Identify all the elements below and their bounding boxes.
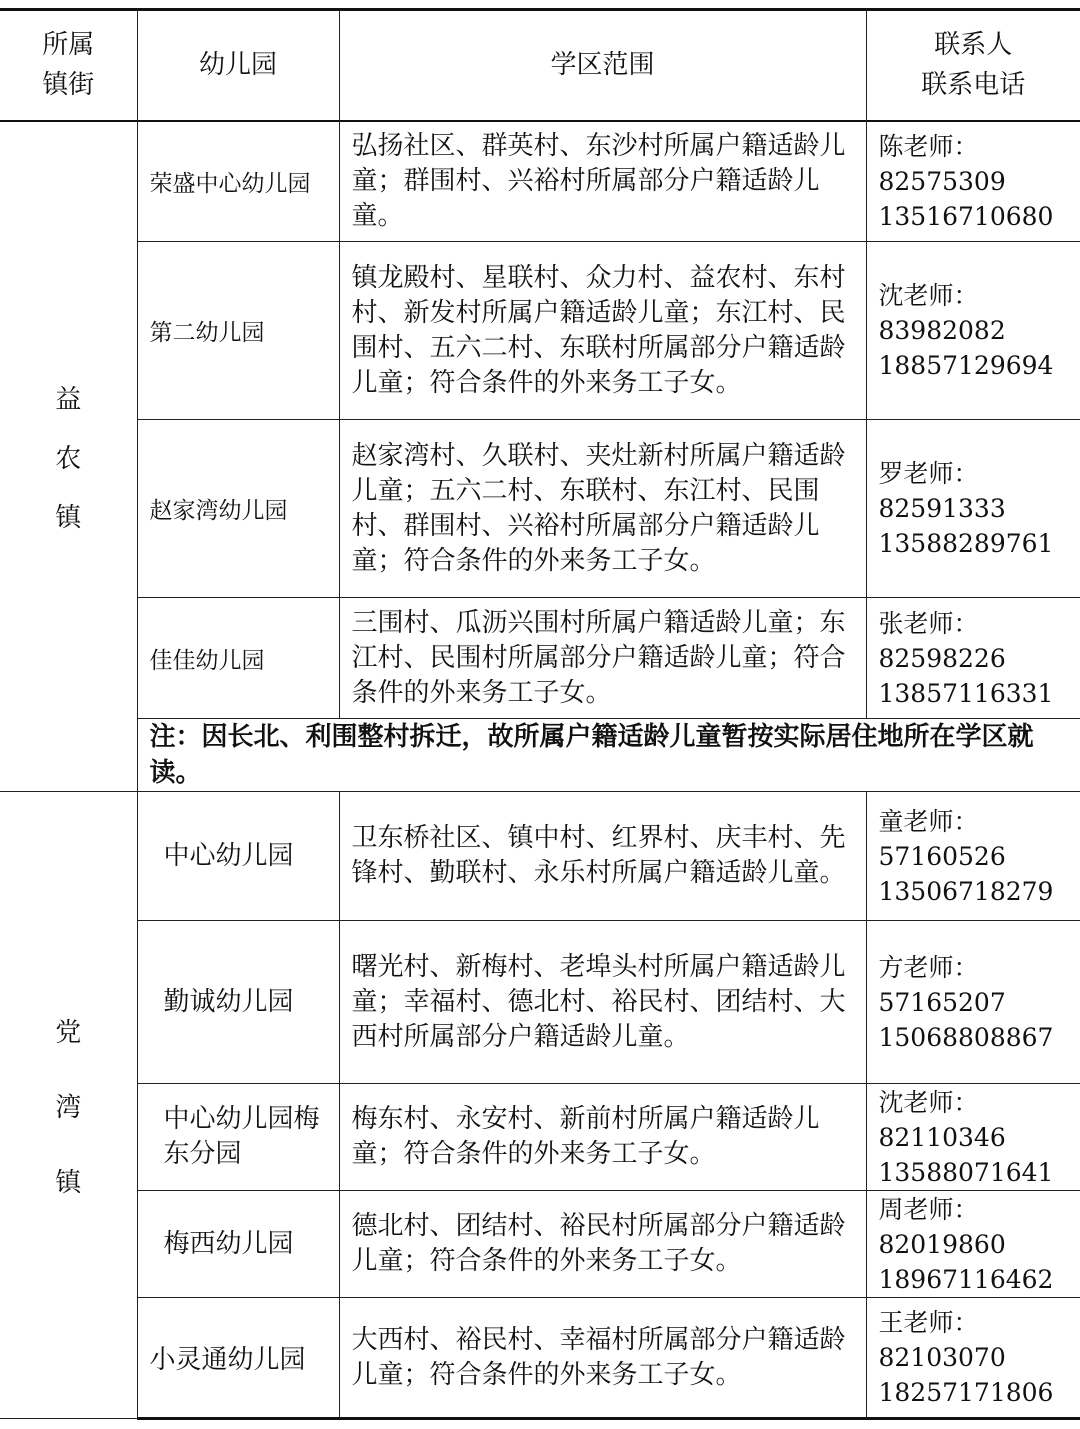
town-yinong: 益 农 镇 — [0, 121, 137, 792]
relocation-note: 注：因长北、利围整村拆迁，故所属户籍适龄儿童暂按实际居住地所在学区就读。 — [137, 719, 1080, 792]
district-scope: 梅东村、永安村、新前村所属户籍适龄儿童；符合条件的外来务工子女。 — [339, 1084, 866, 1191]
kindergarten-name: 荣盛中心幼儿园 — [137, 121, 339, 242]
district-scope: 镇龙殿村、星联村、众力村、益农村、东村村、新发村所属户籍适龄儿童；东江村、民围村、五六二村、东联村所属部分户籍适龄儿童；符合条件的外来务工子女。 — [339, 242, 866, 420]
header-kindergarten: 幼儿园 — [137, 10, 339, 121]
header-row — [0, 10, 1080, 121]
table-row — [0, 598, 1080, 719]
table-row — [0, 121, 1080, 242]
district-scope: 曙光村、新梅村、老埠头村所属户籍适龄儿童；幸福村、德北村、裕民村、团结村、大西村所属部分户籍适龄儿童。 — [339, 921, 866, 1084]
note-row — [0, 719, 1080, 792]
district-scope: 大西村、裕民村、幸福村所属部分户籍适龄儿童；符合条件的外来务工子女。 — [339, 1298, 866, 1419]
contact-info: 罗老师： 82591333 13588289761 — [866, 420, 1080, 598]
kindergarten-name: 第二幼儿园 — [137, 242, 339, 420]
contact-info: 张老师： 82598226 13857116331 — [866, 598, 1080, 719]
kindergarten-name: 佳佳幼儿园 — [137, 598, 339, 719]
table-row — [0, 242, 1080, 420]
header-contact: 联系人 联系电话 — [866, 10, 1080, 121]
district-scope: 弘扬社区、群英村、东沙村所属户籍适龄儿童；群围村、兴裕村所属部分户籍适龄儿童。 — [339, 121, 866, 242]
kindergarten-district-table — [0, 8, 1080, 1420]
contact-info: 王老师： 82103070 18257171806 — [866, 1298, 1080, 1419]
kindergarten-name: 勤诚幼儿园 — [137, 921, 339, 1084]
district-scope: 卫东桥社区、镇中村、红界村、庆丰村、先锋村、勤联村、永乐村所属户籍适龄儿童。 — [339, 792, 866, 921]
contact-info: 周老师： 82019860 18967116462 — [866, 1191, 1080, 1298]
table-row — [0, 1298, 1080, 1419]
kindergarten-name: 梅西幼儿园 — [137, 1191, 339, 1298]
town-dangwan: 党 湾 镇 — [0, 792, 137, 1419]
table-row — [0, 1191, 1080, 1298]
district-scope: 德北村、团结村、裕民村所属部分户籍适龄儿童；符合条件的外来务工子女。 — [339, 1191, 866, 1298]
table-row — [0, 1084, 1080, 1191]
table-row — [0, 420, 1080, 598]
district-scope: 三围村、瓜沥兴围村所属户籍适龄儿童；东江村、民围村所属部分户籍适龄儿童；符合条件的外来务工子女。 — [339, 598, 866, 719]
contact-info: 沈老师： 83982082 18857129694 — [866, 242, 1080, 420]
kindergarten-name: 赵家湾幼儿园 — [137, 420, 339, 598]
district-scope: 赵家湾村、久联村、夹灶新村所属户籍适龄儿童；五六二村、东联村、东江村、民围村、群围村、兴裕村所属部分户籍适龄儿童；符合条件的外来务工子女。 — [339, 420, 866, 598]
kindergarten-name: 小灵通幼儿园 — [137, 1298, 339, 1419]
header-town: 所属 镇街 — [0, 10, 137, 121]
header-district: 学区范围 — [339, 10, 866, 121]
contact-info: 童老师： 57160526 13506718279 — [866, 792, 1080, 921]
kindergarten-name: 中心幼儿园梅东分园 — [137, 1084, 339, 1191]
contact-info: 陈老师： 82575309 13516710680 — [866, 121, 1080, 242]
contact-info: 沈老师： 82110346 13588071641 — [866, 1084, 1080, 1191]
table-row — [0, 792, 1080, 921]
table-row — [0, 921, 1080, 1084]
contact-info: 方老师： 57165207 15068808867 — [866, 921, 1080, 1084]
kindergarten-name: 中心幼儿园 — [137, 792, 339, 921]
